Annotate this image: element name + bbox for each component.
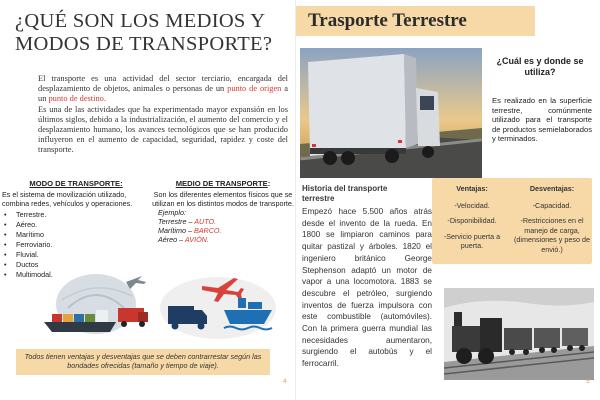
advantage-item: -Disponibilidad. [447, 216, 497, 225]
disadvantage-item: -Restricciones en el manejo de carga, (dimensiones y peso de envió.) [514, 216, 590, 254]
modos-heading: MODO DE TRANSPORTE: [29, 179, 123, 188]
advantage-item: -Velocidad. [454, 200, 490, 210]
left-page [0, 0, 296, 400]
page-number: 4 [283, 378, 287, 385]
medios-heading-colon: : [267, 179, 271, 188]
advantages-column [432, 184, 512, 257]
list-item: • Fluvial. [16, 250, 150, 260]
list-item: • Marítimo [16, 230, 150, 240]
history-text: Empezó hace 5.500 años atrás desde el invento de la rueda. En 1800 se limpiaron caminos para quitar pastizal y árboles. 1820 el ingeniero británico George Stephenson adaptó un motor de vapor a una locomotora. 1883 se descubre el petróleo, surgiendo inventos de fuerza impulsora con este combustible (automóviles). Con la primera guerra mundial las necesidades aumentaron, surgiendo el autobús y el ferrocarril. [302, 207, 432, 369]
modos-section [2, 179, 150, 280]
page-title [15, 10, 295, 56]
section-title: Trasporte Terrestre [296, 6, 535, 36]
pros-cons-table [432, 178, 592, 264]
disadvantages-column [512, 184, 592, 260]
advantage-item: -Servicio puerta a puerta. [443, 231, 501, 250]
list-item: • Ductos [16, 260, 150, 270]
history-heading: Historia del transporte terrestre [302, 184, 388, 203]
list-item: • Ferroviario. [16, 240, 150, 250]
example-mode: Aéreo – [158, 235, 185, 244]
example-row [152, 226, 294, 235]
ship-illustration [38, 268, 154, 340]
disadvantage-item: -Capacidad. [532, 200, 572, 210]
page-number: 5 [586, 378, 590, 385]
modos-text: Es el sistema de movilización utilizado, combina redes, vehículos y operaciones. [2, 190, 133, 208]
intro-text-2: a un [38, 84, 289, 104]
intro-paragraph [38, 74, 288, 156]
advantages-header: Ventajas: [456, 184, 488, 193]
medios-text: Son los diferentes elementos físicos que se utilizan en los distintos modos de transporte. [152, 190, 294, 208]
intro-text-1: El transporte es una actividad del sector terciario, encargada del desplazamiento de objetos, animales o personas de un [38, 74, 288, 94]
highway-truck-photo [300, 48, 482, 178]
answer-text: Es realizado en la superficie terrestre, comúnmente utilizado para el transporte de productos semielaborados y terminados. [492, 96, 592, 143]
transport-icons [158, 268, 278, 340]
right-page [296, 0, 600, 400]
example-label: Ejemplo: [158, 208, 186, 217]
medios-heading-text: MEDIO DE TRANSPORTE [175, 179, 268, 188]
destination-link[interactable]: punto de destino. [48, 94, 106, 104]
example-vehicle: AUTO. [194, 217, 217, 226]
title-line-2: MODOS DE TRANSPORTE? [15, 33, 273, 55]
steam-train-photo [444, 288, 594, 380]
question-heading: ¿Cuál es y donde se utiliza? [496, 56, 584, 77]
example-vehicle: AVIÓN. [184, 235, 209, 244]
example-row [152, 235, 294, 244]
disadvantages-header: Desventajas: [529, 184, 575, 193]
footnote-box: Todos tienen ventajas y desventajas que se deben contrarrestar según las bondades ofrecidas (tamaño y tiempo de viaje). [16, 349, 270, 375]
medios-section [152, 179, 294, 244]
origin-link[interactable]: punto de origen [227, 84, 282, 94]
example-vehicle: BARCO. [193, 226, 222, 235]
medios-heading [152, 179, 294, 188]
list-item: • Terrestre. [16, 210, 150, 220]
example-row [152, 217, 294, 226]
intro-text-3: Es una de las actividades que ha experimentado mayor expansión en los últimos siglos, debido a la industrialización, el aumento del comercio y el desplazamiento humano, los avances tecnológicos que se han producido influyeron en el aumento de capacidad, seguridad, rapidez y coste del transporte. [38, 104, 288, 155]
list-item: • Aéreo. [16, 220, 150, 230]
title-line-1: ¿QUÉ SON LOS MEDIOS Y [15, 10, 266, 32]
example-mode: Marítimo – [158, 226, 194, 235]
list-item: • Multimodal. [16, 270, 150, 280]
example-mode: Terrestre – [158, 217, 195, 226]
